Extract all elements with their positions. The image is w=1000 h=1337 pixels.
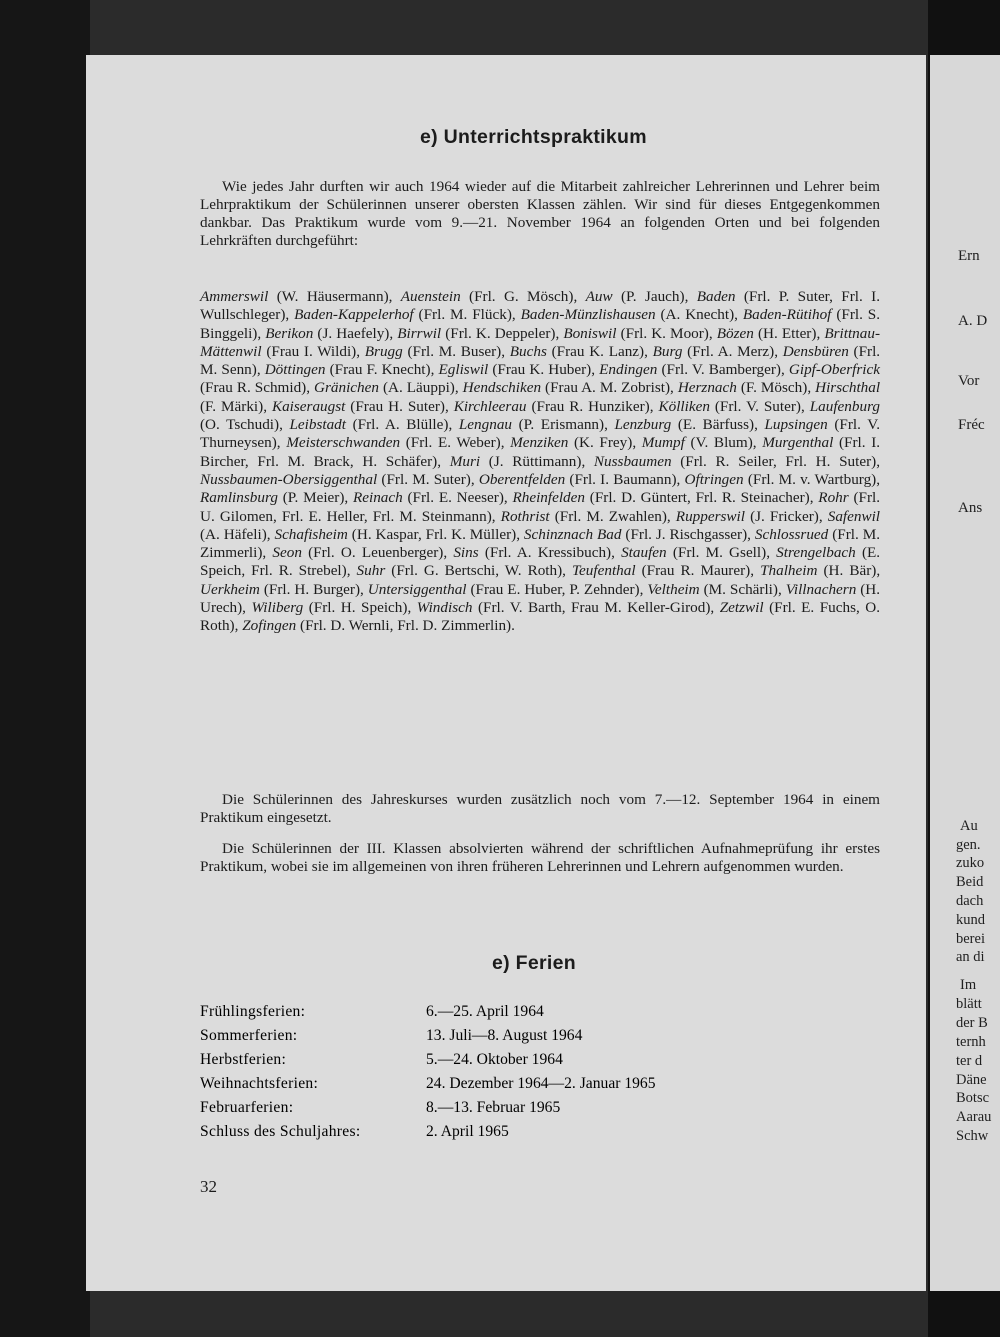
location-teachers: (Frl. G. Mösch): [469, 288, 574, 305]
location-teachers: (Frl. O. Leuenberger): [308, 544, 444, 562]
location-teachers: (Frl. I. Baumann): [569, 470, 677, 488]
location-teachers: (Frl. H. Speich): [308, 599, 408, 617]
location-name: Boniswil: [563, 324, 617, 342]
location-name: Auenstein: [400, 288, 461, 305]
location-teachers: (J. Fricker): [750, 507, 819, 525]
facing-fragment: kund: [956, 912, 985, 928]
facing-fragment: Vor: [958, 373, 980, 389]
location-teachers: (Frl. D. Wernli, Frl. D. Zimmerlin): [300, 617, 512, 635]
location-name: Baden-Münzlishausen: [520, 306, 656, 324]
location-teachers: (Frl. H. Burger): [263, 580, 361, 598]
location-name: Muri: [449, 452, 481, 470]
intro-paragraph: Wie jedes Jahr durften wir auch 1964 wieder auf die Mitarbeit zahlreicher Lehrerinnen und Lehrer beim Lehrpraktikum der Schülerinnen unserer obersten Klassen zählen. Wir sind für dieses Entgegenkommen dankbar. Das Praktikum wurde vom 9.—21. November 1964 an folgenden Orten und bei folgenden Lehrkräften durchgeführt:: [200, 178, 880, 249]
facing-fragment: blätt: [956, 996, 982, 1012]
location-teachers: (Frl. A. Blülle): [352, 416, 449, 434]
location-name: Laufenburg: [809, 397, 881, 415]
location-teachers: (A. Häfeli): [200, 525, 267, 543]
location-name: Birrwil: [397, 324, 442, 342]
facing-fragment: Ern: [958, 248, 980, 264]
location-teachers: (O. Tschudi): [200, 416, 280, 434]
location-name: Kölliken: [658, 397, 710, 415]
location-name: Veltheim: [647, 580, 700, 598]
location-name: Sins: [453, 544, 479, 562]
location-name: Brugg: [364, 342, 403, 360]
location-name: Meisterschwanden: [286, 434, 401, 452]
location-name: Ammerswil: [200, 288, 269, 305]
location-name: Leibstadt: [289, 416, 346, 434]
location-name: Kirchleerau: [453, 397, 527, 415]
location-teachers: (Frl. V. Suter): [714, 397, 801, 415]
holiday-date: 2. April 1965: [426, 1123, 509, 1140]
location-teachers: (P. Erismann): [518, 416, 605, 434]
location-teachers: (Frau I. Wildi): [266, 342, 357, 360]
location-teachers: (Frl. D. Güntert, Frl. R. Steinacher): [589, 489, 810, 507]
location-teachers: (Frl. E. Fuchs, O. Roth): [200, 599, 881, 635]
location-teachers: (E. Speich, Frl. R. Strebel): [200, 544, 881, 580]
location-teachers: (Frau F. Knecht): [329, 361, 431, 379]
location-teachers: (A. Knecht): [660, 306, 735, 324]
location-teachers: (Frl. K. Deppeler): [445, 324, 556, 342]
location-teachers: (Frl. I. Bircher, Frl. M. Brack, H. Schäfer): [200, 434, 881, 470]
location-teachers: (J. Rüttimann): [488, 452, 582, 470]
location-teachers: (H. Etter): [757, 324, 817, 342]
location-name: Zetzwil: [719, 599, 764, 617]
location-name: Densbüren: [782, 342, 849, 360]
facing-fragment: Däne: [956, 1072, 987, 1088]
location-teachers: (H. Urech): [200, 580, 881, 617]
location-name: Berikon: [265, 324, 314, 342]
location-name: Egliswil: [438, 361, 489, 379]
location-name: Untersiggenthal: [367, 580, 467, 598]
facing-fragment: Au: [960, 818, 978, 834]
location-name: Brittnau-Mättenwil: [200, 324, 880, 360]
location-name: Burg: [652, 342, 683, 360]
facing-fragment: berei: [956, 931, 985, 947]
location-name: Villnachern: [785, 580, 857, 598]
page-number: 32: [200, 1177, 217, 1196]
location-teachers: (Frl. A. Kressibuch): [484, 544, 612, 562]
location-name: Safenwil: [827, 507, 881, 525]
location-teachers: (Frl. M. Gsell): [672, 544, 767, 562]
location-teachers: (Frl. V. Thurneysen): [200, 416, 881, 452]
holiday-date: 8.—13. Februar 1965: [426, 1099, 561, 1116]
facing-fragment: Botsc: [956, 1090, 990, 1106]
location-name: Rheinfelden: [512, 489, 585, 507]
location-name: Zofingen: [242, 617, 297, 635]
facing-fragment: Ans: [958, 500, 983, 516]
location-name: Hendschiken: [462, 379, 542, 397]
facing-fragment: der B: [956, 1015, 988, 1031]
facing-fragment: zuko: [956, 855, 985, 871]
location-teachers: (H. Bär): [823, 562, 877, 580]
location-name: Auw: [585, 288, 613, 305]
paragraph-jahreskurs: Die Schülerinnen des Jahreskurses wurden zusätzlich noch vom 7.—12. September 1964 in einem Praktikum eingesetzt.: [200, 791, 880, 826]
location-name: Döttingen: [264, 361, 326, 379]
location-teachers: (W. Häusermann): [276, 288, 389, 305]
location-name: Baden-Kappelerhof: [294, 306, 414, 324]
location-name: Wiliberg: [251, 599, 304, 617]
location-name: Buchs: [509, 342, 547, 360]
location-teachers: (Frl. V. Bamberger): [661, 361, 781, 379]
location-teachers: (Frl. M. Flück): [418, 306, 512, 324]
location-teachers: (Frl. G. Bertschi, W. Roth): [391, 562, 563, 580]
location-teachers: (Frl. E. Weber): [405, 434, 501, 452]
location-name: Rothrist: [500, 507, 550, 525]
location-teachers: (Frau R. Hunziker): [531, 397, 650, 415]
section-heading-practicum: e) Unterrichtspraktikum: [420, 126, 647, 148]
location-name: Uerkheim: [200, 580, 260, 598]
location-name: Strengelbach: [776, 544, 856, 562]
location-name: Mumpf: [641, 434, 685, 452]
location-teachers: (Frl. M. v. Wartburg): [747, 470, 877, 488]
facing-fragment: gen.: [956, 837, 981, 853]
location-teachers: (H. Kaspar, Frl. K. Müller): [351, 525, 517, 543]
location-teachers: (Frl. M. Buser): [407, 342, 502, 360]
location-teachers: (P. Meier): [282, 489, 345, 507]
location-teachers: (Frau H. Suter): [350, 397, 445, 415]
location-teachers: (Frl. P. Suter, Frl. I. Wullschleger): [200, 288, 880, 324]
facing-fragment: Fréc: [958, 417, 985, 433]
location-name: Herznach: [677, 379, 737, 397]
location-name: Staufen: [621, 544, 667, 562]
location-name: Hirschthal: [815, 379, 881, 397]
location-teachers: (Frl. U. Gilomen, Frl. E. Heller, Frl. M. Steinmann): [200, 489, 881, 525]
location-teachers: (Frl. M. Zimmerli): [200, 525, 880, 562]
location-teachers: (Frl. M. Zwahlen): [554, 507, 667, 525]
location-teachers: (F. Märki): [200, 397, 264, 415]
holiday-label: Herbstferien:: [200, 1051, 287, 1068]
location-name: Oftringen: [684, 470, 744, 488]
location-name: Schinznach Bad: [523, 525, 622, 543]
location-name: Nussbaumen: [593, 452, 672, 470]
location-name: Murgenthal: [762, 434, 834, 452]
holiday-label: Schluss des Schuljahres:: [200, 1123, 361, 1140]
location-teachers: (Frl. M. Senn): [200, 342, 881, 379]
location-name: Schlossrued: [754, 525, 829, 543]
holiday-date: 13. Juli—8. August 1964: [426, 1027, 583, 1044]
facing-fragment: Beid: [956, 874, 984, 890]
location-teachers: (Frl. A. Merz): [687, 342, 775, 360]
location-name: Menziken: [510, 434, 569, 452]
holiday-date: 5.—24. Oktober 1964: [426, 1051, 563, 1068]
location-teachers: (Frau E. Huber, P. Zehnder): [470, 580, 640, 598]
facing-fragment: Aarau: [956, 1109, 992, 1125]
book-spine-shadow: [0, 0, 90, 1337]
location-name: Gipf-Oberfrick: [788, 361, 880, 379]
location-name: Rupperswil: [675, 507, 745, 525]
location-name: Windisch: [416, 599, 473, 617]
location-name: Thalheim: [760, 562, 818, 580]
location-name: Suhr: [356, 562, 386, 580]
facing-fragment: ter d: [956, 1053, 983, 1069]
location-name: Baden-Rütihof: [742, 306, 832, 324]
facing-fragment: A. D: [958, 313, 988, 329]
location-name: Kaiseraugst: [271, 397, 346, 415]
paragraph-third-classes: Die Schülerinnen der III. Klassen absolvierten während der schriftlichen Aufnahmeprüfung ihr erstes Praktikum, wobei sie im allgemeinen von ihren früheren Lehrerinnen und Lehrern aufgenommen wurden.: [200, 840, 880, 875]
location-teachers: (Frl. E. Neeser): [407, 489, 504, 507]
location-teachers: (V. Blum): [690, 434, 753, 452]
location-name: Ramlinsburg: [200, 489, 278, 507]
location-teachers: (A. Läuppi): [382, 379, 455, 397]
location-teachers: (Frl. S. Binggeli): [200, 306, 881, 342]
location-teachers: (Frl. K. Moor): [620, 324, 709, 342]
holiday-date: 24. Dezember 1964—2. Januar 1965: [426, 1075, 656, 1092]
location-name: Bözen: [716, 324, 754, 342]
facing-fragment: ternh: [956, 1034, 986, 1050]
facing-page: [930, 55, 1000, 1291]
holiday-label: Frühlingsferien:: [200, 1003, 306, 1020]
holiday-label: Sommerferien:: [200, 1027, 298, 1044]
location-name: Teufenthal: [572, 562, 636, 580]
location-teachers: (Frl. R. Seiler, Frl. H. Suter): [680, 452, 877, 470]
location-teachers: (Frau K. Lanz): [551, 342, 645, 360]
location-teachers: (E. Bärfuss): [677, 416, 755, 434]
location-name: Seon: [272, 544, 302, 562]
location-name: Nussbaumen-Obersiggenthal: [200, 470, 378, 488]
location-name: Oberentfelden: [478, 470, 566, 488]
location-teachers: (Frl. M. Suter): [381, 470, 471, 488]
location-teachers: (Frl. V. Barth, Frau M. Keller-Girod): [477, 599, 711, 617]
location-name: Rohr: [818, 489, 849, 507]
location-name: Gränichen: [314, 379, 379, 397]
location-name: Endingen: [599, 361, 658, 379]
location-teachers: (Frau R. Schmid): [200, 379, 307, 397]
location-teachers: (F. Mösch): [740, 379, 808, 397]
facing-fragment: an di: [956, 949, 985, 965]
location-teachers: (Frau A. M. Zobrist): [545, 379, 671, 397]
location-name: Reinach: [352, 489, 403, 507]
location-teachers: (J. Haefely): [317, 324, 390, 342]
location-teachers: (Frau K. Huber): [492, 361, 592, 379]
holiday-label: Februarferien:: [200, 1099, 294, 1116]
holiday-date: 6.—25. April 1964: [426, 1003, 544, 1020]
facing-fragment: Schw: [956, 1128, 989, 1144]
location-name: Baden: [696, 288, 736, 305]
practicum-locations-list: Ammerswil (W. Häusermann), Auenstein (Frl. G. Mösch), Auw (P. Jauch), Baden (Frl. P. Suter, Frl. I. Wullschleger), Baden-Kappelerhof (Frl. M. Flück), Baden-Münzlishausen (A. Knecht), Baden-Rütihof (Frl. S. Binggeli), Berikon (J. Haefely), Birrwil (Frl. K. Deppeler), Boniswil (Frl. K. Moor), Bözen (H. Etter), Brittnau-Mättenwil (Frau I. Wildi), Brugg (Frl. M. Buser), Buchs (Frau K. Lanz), Burg (Frl. A. Merz), Densbüren (Frl. M. Senn), Döttingen (Frau F. Knecht), Egliswil (Frau K. Huber), Endingen (Frl. V. Bamberger), Gipf-Oberfrick (Frau R. Schmid), Gränichen (A. Läuppi), Hendschiken (Frau A. M. Zobrist), Herznach (F. Mösch), Hirschthal (F. Märki), Kaiseraugst (Frau H. Suter), Kirchleerau (Frau R. Hunziker), Kölliken (Frl. V. Suter), Laufenburg (O. Tschudi), Leibstadt (Frl. A. Blülle), Lengnau (P. Erismann), Lenzburg (E. Bärfuss), Lupsingen (Frl. V. Thurneysen), Meisterschwanden (Frl. E. Weber), Menziken (K. Frey), Mumpf (V. Blum), Murgenthal (Frl. I. Bircher, Frl. M. Brack, H. Schäfer), Muri (J. Rüttimann), Nussbaumen (Frl. R. Seiler, Frl. H. Suter), Nussbaumen-Obersiggenthal (Frl. M. Suter), Oberentfelden (Frl. I. Baumann), Oftringen (Frl. M. v. Wartburg), Ramlinsburg (P. Meier), Reinach (Frl. E. Neeser), Rheinfelden (Frl. D. Güntert, Frl. R. Steinacher), Rohr (Frl. U. Gilomen, Frl. E. Heller, Frl. M. Steinmann), Rothrist (Frl. M. Zwahlen), Rupperswil (J. Fricker), Safenwil (A. Häfeli), Schafisheim (H. Kaspar, Frl. K. Müller), Schinznach Bad (Frl. J. Rischgasser), Schlossrued (Frl. M. Zimmerli), Seon (Frl. O. Leuenberger), Sins (Frl. A. Kressibuch), Staufen (Frl. M. Gsell), Strengelbach (E. Speich, Frl. R. Strebel), Suhr (Frl. G. Bertschi, W. Roth), Teufenthal (Frau R. Maurer), Thalheim (H. Bär), Uerkheim (Frl. H. Burger), Untersiggenthal (Frau E. Huber, P. Zehnder), Veltheim (M. Schärli), Villnachern (H. Urech), Wiliberg (Frl. H. Speich), Windisch (Frl. V. Barth, Frau M. Keller-Girod), Zetzwil (Frl. E. Fuchs, O. Roth), Zofingen (Frl. D. Wernli, Frl. D. Zimmerlin).: [200, 288, 881, 635]
location-name: Schafisheim: [274, 525, 348, 543]
location-teachers: (Frl. J. Rischgasser): [625, 525, 748, 543]
location-teachers: (P. Jauch): [620, 288, 685, 305]
location-teachers: (K. Frey): [573, 434, 633, 452]
location-name: Lengnau: [458, 416, 512, 434]
location-teachers: (M. Schärli): [703, 580, 778, 598]
facing-fragment: Im: [960, 977, 977, 993]
section-heading-holidays: e) Ferien: [492, 952, 576, 974]
facing-fragment: dach: [956, 893, 984, 909]
location-teachers: (Frau R. Maurer): [641, 562, 751, 580]
location-name: Lenzburg: [614, 416, 672, 434]
location-name: Lupsingen: [764, 416, 828, 434]
holiday-label: Weihnachtsferien:: [200, 1075, 319, 1092]
